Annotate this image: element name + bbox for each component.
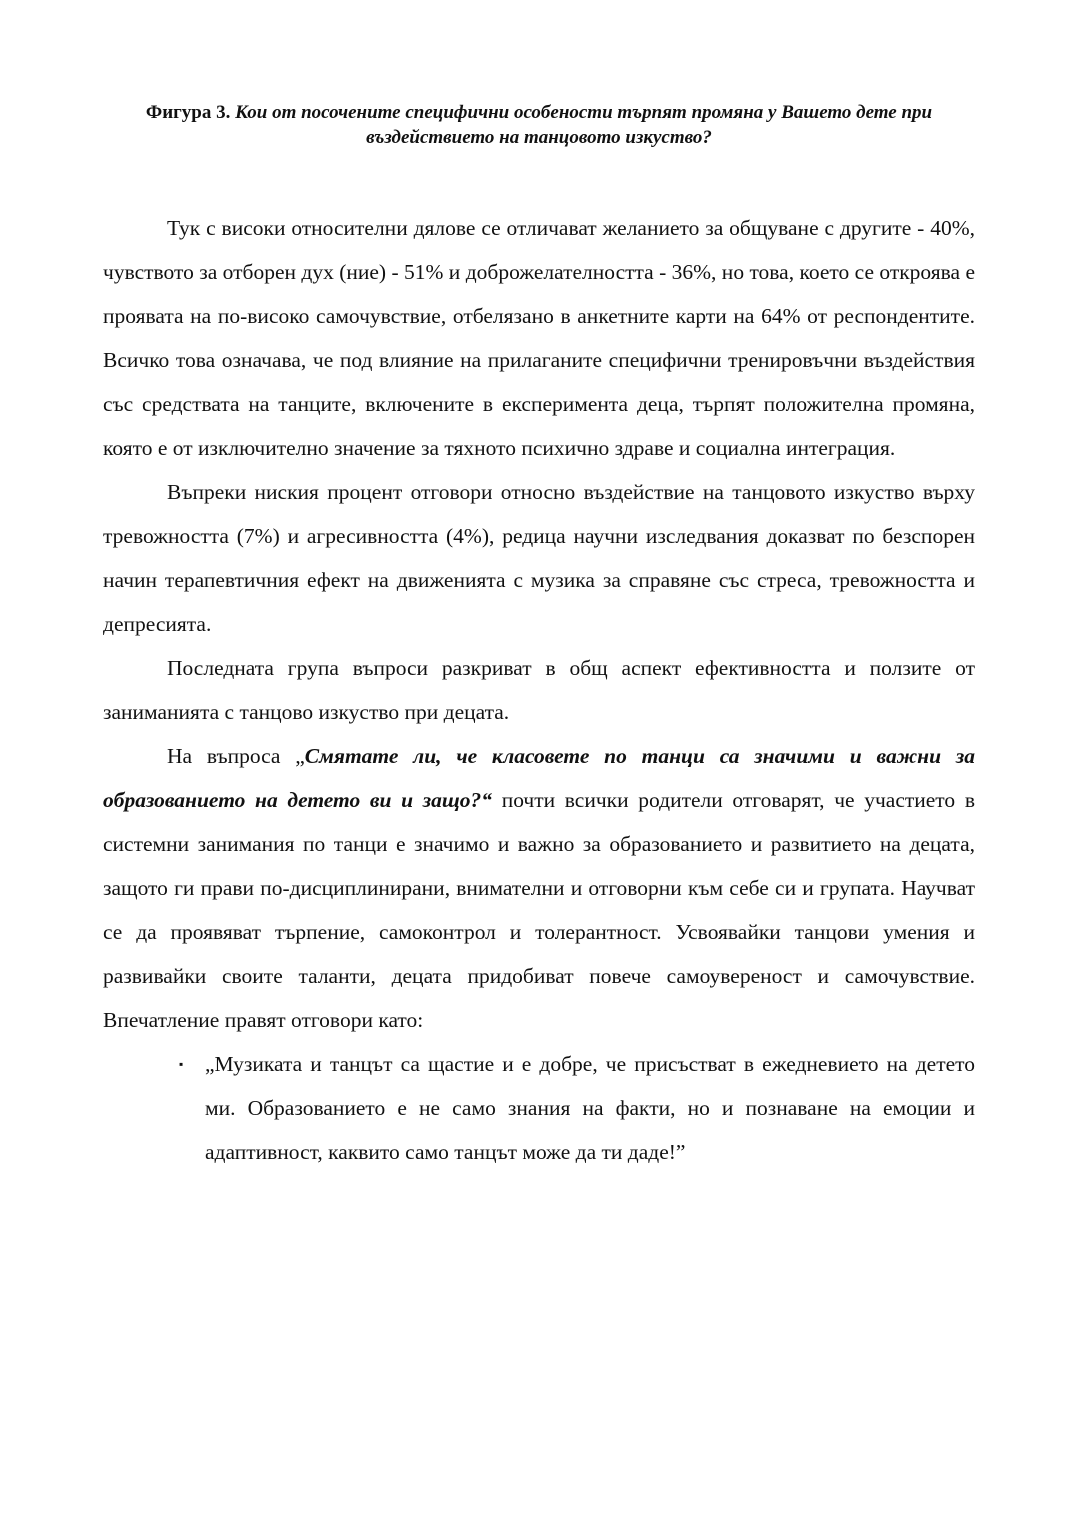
square-bullet-icon: ▪ bbox=[179, 1057, 184, 1071]
paragraph-4-intro: На въпроса „ bbox=[167, 744, 305, 768]
body-text bbox=[103, 206, 975, 1174]
figure-caption bbox=[103, 100, 975, 150]
quote-text: „Музиката и танцът са щастие и е добре, че присъстват в ежедневието на детето ми. Образованието е не само знания на факти, но и познаване на емоции и адаптивност, каквито само танцът може да ти даде!” bbox=[205, 1052, 975, 1164]
list-item bbox=[179, 1042, 975, 1174]
survey-question: Смятате ли, че класовете по танци са значими и важни за образованието на детето ви и защо?“ bbox=[103, 744, 975, 812]
paragraph-4-rest: почти всички родители отговарят, че участието в системни занимания по танци е значимо и важно за образованието и развитието на децата, защото ги прави по-дисциплинирани, внимателни и отговорни към себе си и групата. Научват се да проявяват търпение, самоконтрол и толерантност. Усвоявайки танцови умения и развивайки своите таланти, децата придобиват повече самоувереност и самочувствие. Впечатление правят отговори като: bbox=[103, 788, 975, 1032]
figure-question: Кои от посочените специфични особености търпят промяна у Вашето дете при въздействието на танцовото изкуство? bbox=[235, 102, 933, 148]
paragraph-3: Последната група въпроси разкриват в общ аспект ефективността и ползите от заниманията с танцово изкуство при децата. bbox=[103, 656, 975, 724]
paragraph-1: Тук с високи относителни дялове се отличават желанието за общуване с другите - 40%, чувството за отборен дух (ние) - 51% и доброжелателността - 36%, но това, което се откроява е проявата на по-високо самочувствие, отбелязано в анкетните карти на 64% от респондентите. Всичко това означава, че под влияние на прилаганите специфични тренировъчни въздействия със средствата на танците, включените в експеримента деца, търпят положителна промяна, която е от изключително значение за тяхното психично здраве и социална интеграция. bbox=[103, 216, 975, 460]
figure-label: Фигура 3. bbox=[145, 102, 231, 123]
quote-list bbox=[103, 1042, 975, 1174]
paragraph-2: Въпреки ниския процент отговори относно въздействие на танцовото изкуство върху тревожността (7%) и агресивността (4%), редица научни изследвания доказват по безспорен начин терапевтичния ефект на движенията с музика за справяне със стреса, тревожността и депресията. bbox=[103, 480, 975, 636]
paragraph-4 bbox=[103, 734, 975, 1042]
